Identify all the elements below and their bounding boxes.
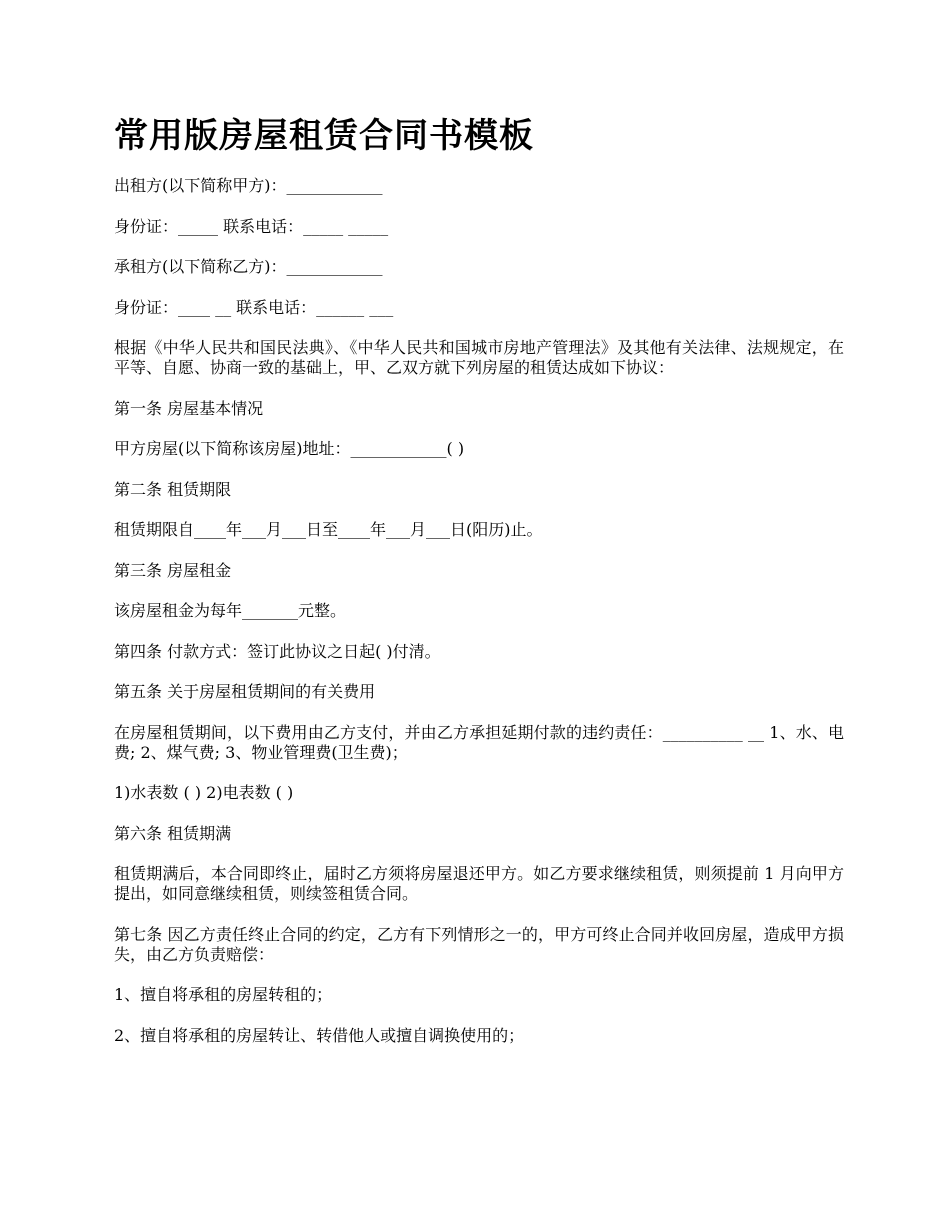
lease-expiry-paragraph: 租赁期满后，本合同即终止，届时乙方须将房屋退还甲方。如乙方要求继续租赁，则须提前 1 月向甲方提出，如同意继续租赁，则续签租赁合同。 [114, 864, 844, 903]
document-title: 常用版房屋租赁合同书模板 [114, 116, 534, 156]
rent-amount-line: 该房屋租金为每年_______元整。 [114, 601, 347, 620]
article-3-heading: 第三条 房屋租金 [114, 560, 232, 580]
clause-item-2: 2、擅自将承租的房屋转让、转借他人或擅自调换使用的； [114, 1025, 525, 1045]
article-2-heading: 第二条 租赁期限 [114, 479, 232, 499]
lessee-line: 承租方(以下简称乙方)：____________ [114, 257, 383, 276]
lessee-id-phone-line: 身份证：____ __ 联系电话：______ ___ [114, 297, 394, 317]
article-7-paragraph: 第七条 因乙方责任终止合同的约定，乙方有下列情形之一的，甲方可终止合同并收回房屋，造成甲方损失，由乙方负责赔偿： [114, 924, 844, 964]
article-6-heading: 第六条 租赁期满 [114, 823, 232, 843]
meter-readings-line: 1)水表数 ( ) 2)电表数 ( ) [114, 783, 294, 802]
article-5-heading: 第五条 关于房屋租赁期间的有关费用 [114, 682, 376, 701]
property-address-line: 甲方房屋(以下简称该房屋)地址：____________( ) [114, 439, 465, 458]
article-4-payment-line: 第四条 付款方式：签订此协议之日起( )付清。 [114, 641, 441, 661]
lease-term-line: 租赁期限自____年___月___日至____年___月___日(阳历)止。 [114, 520, 543, 539]
lessor-line: 出租方(以下简称甲方)：____________ [114, 176, 383, 195]
preamble-paragraph: 根据《中华人民共和国民法典》、《中华人民共和国城市房地产管理法》及其他有关法律、法规规定，在平等、自愿、协商一致的基础上，甲、乙双方就下列房屋的租赁达成如下协议： [114, 338, 844, 377]
clause-item-1: 1、擅自将承租的房屋转租的； [114, 985, 333, 1004]
lessor-id-phone-line: 身份证：_____ 联系电话：_____ _____ [114, 216, 389, 236]
expenses-paragraph: 在房屋租赁期间，以下费用由乙方支付，并由乙方承担延期付款的违约责任：__________ __ 1、水、电费; 2、煤气费; 3、物业管理费(卫生费)； [114, 722, 844, 762]
document-page [114, 108, 844, 1066]
article-1-heading: 第一条 房屋基本情况 [114, 398, 264, 418]
